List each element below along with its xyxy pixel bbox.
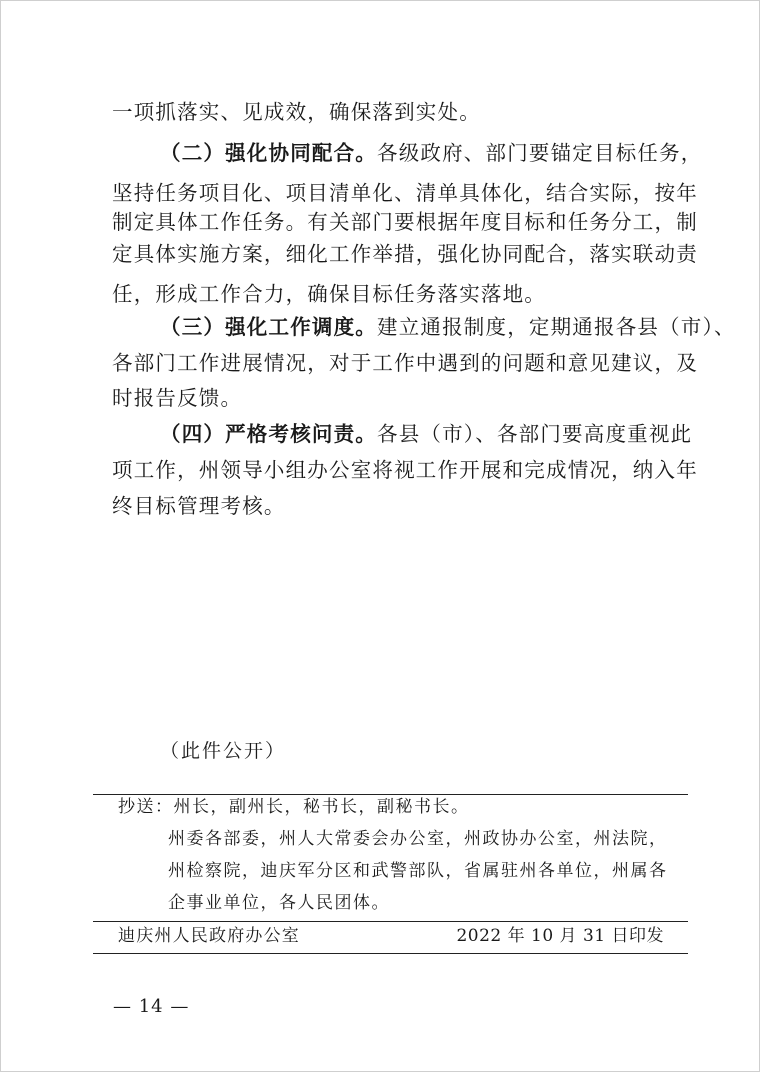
item-4-text: 各县（市）、各部门要高度重视此 xyxy=(377,422,693,446)
cc-line-3: 州检察院，迪庆军分区和武警部队，省属驻州各单位，州属各 xyxy=(168,861,668,881)
footer-bottom-rule xyxy=(93,953,688,954)
body-line-6: 各部门工作进展情况，对于工作中遇到的问题和意见建议，及 xyxy=(112,351,698,375)
body-line-8: 项工作，州领导小组办公室将视工作开展和完成情况，纳入年 xyxy=(112,458,698,482)
item-2-heading: （二）强化协同配合。 xyxy=(160,141,377,165)
item-3-text: 建立通报制度，定期通报各县（市）、 xyxy=(377,315,736,339)
item-2-text: 各级政府、部门要锚定目标任务， xyxy=(377,141,703,165)
cc-line-4: 企事业单位，各人民团体。 xyxy=(168,893,390,913)
footer-middle-rule xyxy=(93,921,688,922)
issuing-office: 迪庆州人民政府办公室 xyxy=(118,926,300,946)
item-2-paragraph xyxy=(160,143,703,164)
body-line-3: 制定具体工作任务。有关部门要根据年度目标和任务分工，制 xyxy=(112,210,698,234)
cc-first: 州长，副州长，秘书长，副秘书长。 xyxy=(173,797,470,817)
item-3-heading: （三）强化工作调度。 xyxy=(160,315,377,339)
body-line-4: 定具体实施方案，细化工作举措，强化协同配合，落实联动责 xyxy=(112,242,698,266)
footer-top-rule xyxy=(93,794,688,795)
print-date: 2022 年 10 月 31 日印发 xyxy=(456,926,664,946)
body-line-2: 坚持任务项目化、项目清单化、清单具体化，结合实际，按年 xyxy=(112,181,698,205)
body-line-1: 一项抓落实、见成效，确保落到实处。 xyxy=(112,100,481,124)
item-4-heading: （四）严格考核问责。 xyxy=(160,422,377,446)
page-number: — 14 — xyxy=(113,996,190,1017)
cc-label: 抄送： xyxy=(118,797,174,817)
public-note: （此件公开） xyxy=(160,740,287,762)
item-4-paragraph xyxy=(160,424,692,445)
body-line-7: 时报告反馈。 xyxy=(112,386,243,410)
cc-first-line xyxy=(118,799,470,816)
body-line-9: 终目标管理考核。 xyxy=(112,494,286,518)
cc-line-2: 州委各部委，州人大常委会办公室，州政协办公室，州法院， xyxy=(168,829,668,849)
body-line-5: 任，形成工作合力，确保目标任务落实落地。 xyxy=(112,282,546,306)
item-3-paragraph xyxy=(160,317,736,338)
